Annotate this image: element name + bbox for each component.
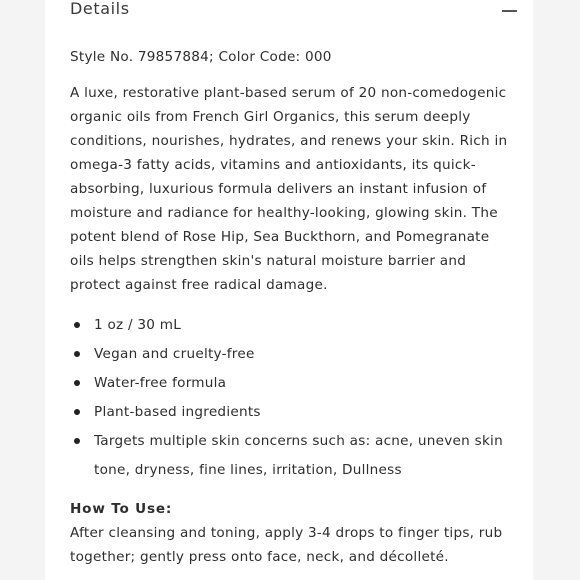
list-item [70,311,515,340]
bullet-icon [74,380,80,386]
bullet-icon [74,438,80,444]
feature-text: Water-free formula [94,375,227,391]
feature-list [70,311,515,485]
details-accordion-header[interactable] [70,0,520,24]
details-content [70,45,515,569]
style-code-text: Style No. 79857884; Color Code: 000 [70,49,332,65]
bullet-icon [74,351,80,357]
list-item [70,340,515,369]
feature-text: 1 oz / 30 mL [94,317,182,333]
bullet-icon [74,409,80,415]
feature-text: Vegan and cruelty-free [94,346,255,362]
list-item [70,398,515,427]
feature-text: Targets multiple skin concerns such as: acne, uneven skin tone, dryness, fine lines, irritation, Dullness [94,433,503,478]
how-to-use-heading: How To Use: [70,501,173,517]
details-title: Details [70,0,130,18]
product-description: A luxe, restorative plant-based serum of 20 non-comedogenic organic oils from French Girl Organics, this serum deeply conditions, nourishes, hydrates, and renews your skin. Rich in omega-3 fatty acids, vitamins and antioxidants, its quick-absorbing, luxurious formula delivers an instant infusion of moisture and radiance for healthy-looking, glowing skin. The potent blend of Rose Hip, Sea Buckthorn, and Pomegranate oils helps strengthen skin's natural moisture barrier and protect against free radical damage. [70,85,508,293]
feature-text: Plant-based ingredients [94,404,261,420]
how-to-use-text: After cleansing and toning, apply 3-4 drops to finger tips, rub together; gently press onto face, neck, and décolleté. [70,525,503,565]
bullet-icon [74,322,80,328]
list-item [70,369,515,398]
list-item [70,427,515,485]
minus-icon[interactable] [501,3,517,19]
